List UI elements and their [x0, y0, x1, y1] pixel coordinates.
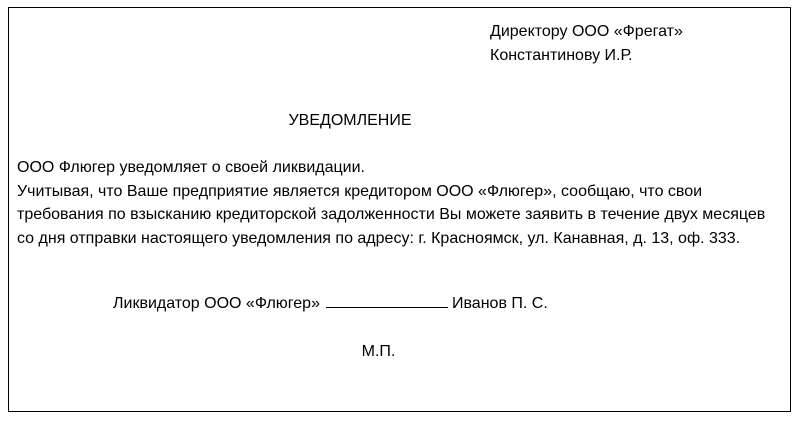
addressee-block	[490, 20, 683, 68]
signature-block	[113, 293, 548, 314]
body-paragraph-1: ООО Флюгер уведомляет о своей ликвидации.	[17, 159, 365, 176]
signature-line	[326, 293, 448, 308]
addressee-line-2: Константинову И.Р.	[490, 47, 633, 64]
addressee-line-1: Директору ООО «Фрегат»	[490, 23, 683, 40]
stamp-place: М.П.	[361, 343, 396, 360]
body-paragraph-2: Учитывая, что Ваше предприятие является кредитором ООО «Флюгер», сообщаю, что свои требования по взысканию кредиторской задолженности Вы можете заявить в течение двух месяцев со дня отправки настоящего уведомления по адресу: г. Красноямск, ул. Канавная, д. 13, оф. 333.	[17, 182, 766, 247]
signature-position: Ликвидатор ООО «Флюгер»	[113, 295, 320, 312]
document-body	[17, 156, 777, 250]
document-title: УВЕДОМЛЕНИЕ	[288, 112, 412, 129]
signature-name: Иванов П. С.	[451, 295, 548, 312]
